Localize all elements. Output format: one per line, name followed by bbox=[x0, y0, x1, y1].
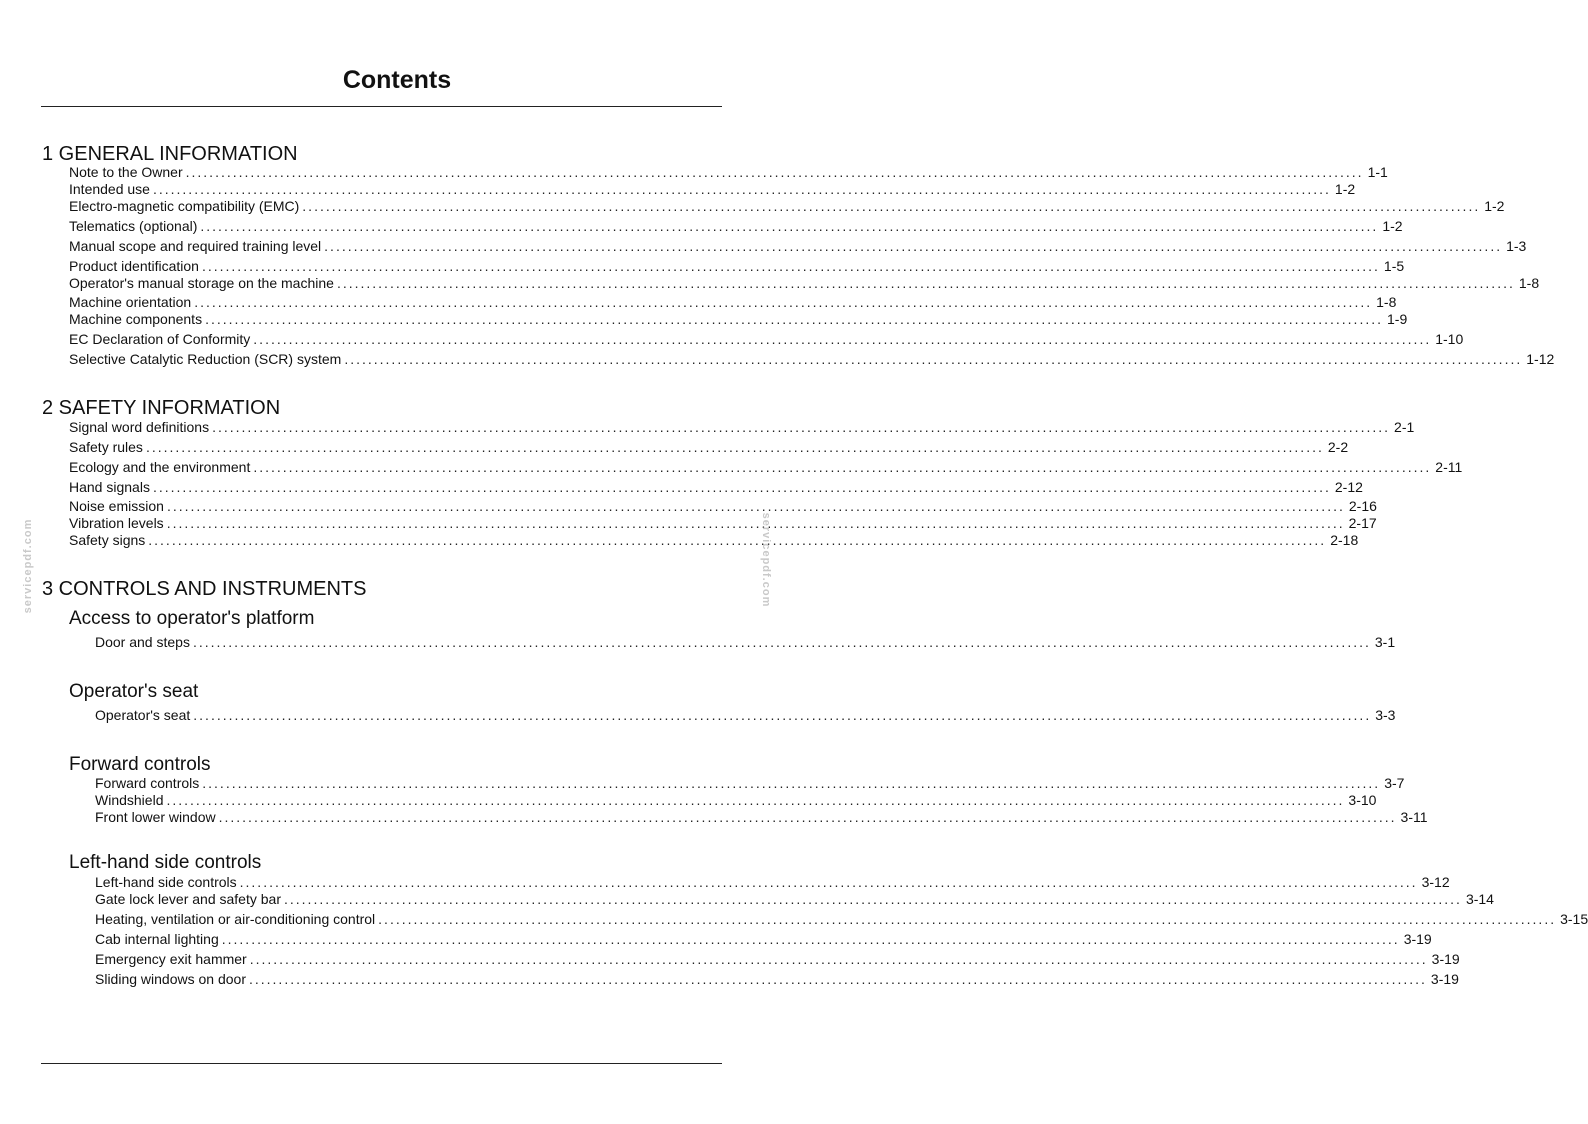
toc-entry[interactable] bbox=[69, 439, 1349, 456]
watermark-right: servicepdf.com bbox=[760, 512, 772, 608]
dot-leader: ........................................................................................................................................................................................................ bbox=[194, 294, 1373, 310]
toc-entry-page: 2-2 bbox=[1327, 439, 1349, 455]
toc-entry[interactable] bbox=[69, 198, 1505, 215]
dot-leader: ........................................................................................................................................................................................................ bbox=[221, 931, 1400, 947]
dot-leader: ........................................................................................................................................................................................................ bbox=[193, 707, 1372, 723]
toc-entry[interactable] bbox=[95, 931, 1432, 948]
toc-entry-page: 2-1 bbox=[1394, 419, 1415, 435]
toc-entry[interactable] bbox=[69, 275, 1540, 292]
toc-entry-label: Selective Catalytic Reduction (SCR) system bbox=[69, 351, 342, 367]
toc-entry-page: 3-14 bbox=[1465, 891, 1494, 907]
toc-entry-page: 3-19 bbox=[1430, 971, 1459, 987]
dot-leader: ........................................................................................................................................................................................................ bbox=[185, 164, 1364, 180]
toc-entry[interactable] bbox=[69, 181, 1356, 198]
toc-entry[interactable] bbox=[95, 634, 1396, 651]
toc-entry-label: Emergency exit hammer bbox=[95, 951, 247, 967]
dot-leader: ........................................................................................................................................................................................................ bbox=[166, 792, 1345, 808]
dot-leader: ........................................................................................................................................................................................................ bbox=[284, 891, 1462, 907]
toc-entry-label: Operator's manual storage on the machine bbox=[69, 275, 334, 291]
toc-entry[interactable] bbox=[69, 294, 1397, 311]
dot-leader: ........................................................................................................................................................................................................ bbox=[239, 874, 1418, 890]
dot-leader: ........................................................................................................................................................................................................ bbox=[152, 479, 1331, 495]
toc-entry[interactable] bbox=[69, 331, 1464, 348]
dot-leader: ........................................................................................................................................................................................................ bbox=[218, 809, 1397, 825]
section-heading: 1 GENERAL INFORMATION bbox=[42, 143, 298, 165]
dot-leader: ........................................................................................................................................................................................................ bbox=[344, 351, 1523, 367]
toc-entry[interactable] bbox=[95, 891, 1494, 908]
dot-leader: ........................................................................................................................................................................................................ bbox=[145, 439, 1324, 455]
toc-entry-label: Gate lock lever and safety bar bbox=[95, 891, 281, 907]
toc-entry[interactable] bbox=[95, 951, 1460, 968]
toc-entry-page: 3-12 bbox=[1421, 874, 1450, 890]
toc-entry-page: 3-15 bbox=[1560, 911, 1588, 927]
dot-leader: ........................................................................................................................................................................................................ bbox=[192, 634, 1371, 650]
toc-entry-page: 1-8 bbox=[1376, 294, 1397, 310]
dot-leader: ........................................................................................................................................................................................................ bbox=[253, 459, 1432, 475]
toc-entry-label: Telematics (optional) bbox=[69, 218, 198, 234]
toc-entry-page: 1-2 bbox=[1382, 218, 1403, 234]
toc-entry[interactable] bbox=[69, 532, 1359, 549]
footer-rule bbox=[41, 1063, 722, 1064]
toc-entry-label: Note to the Owner bbox=[69, 164, 183, 180]
toc-entry-label: Sliding windows on door bbox=[95, 971, 246, 987]
toc-entry-page: 1-10 bbox=[1435, 331, 1464, 347]
toc-entry-page: 3-19 bbox=[1403, 931, 1432, 947]
toc-entry-label: Door and steps bbox=[95, 634, 190, 650]
toc-entry-page: 1-8 bbox=[1518, 275, 1540, 291]
toc-entry[interactable] bbox=[69, 515, 1377, 532]
toc-entry-label: Front lower window bbox=[95, 809, 216, 825]
toc-entry-page: 1-9 bbox=[1387, 311, 1408, 327]
toc-entry[interactable] bbox=[69, 459, 1463, 476]
toc-entry-label: Vibration levels bbox=[69, 515, 164, 531]
dot-leader: ........................................................................................................................................................................................................ bbox=[302, 198, 1481, 214]
watermark-left: servicepdf.com bbox=[22, 518, 34, 614]
dot-leader: ........................................................................................................................................................................................................ bbox=[205, 311, 1384, 327]
toc-entry[interactable] bbox=[69, 419, 1415, 436]
toc-entry[interactable] bbox=[69, 164, 1388, 181]
toc-entry-label: Operator's seat bbox=[95, 707, 191, 723]
toc-entry-label: Product identification bbox=[69, 258, 199, 274]
toc-entry-page: 3-1 bbox=[1374, 634, 1396, 650]
toc-entry-label: Ecology and the environment bbox=[69, 459, 251, 475]
toc-entry[interactable] bbox=[95, 911, 1588, 928]
toc-entry-page: 3-11 bbox=[1400, 809, 1428, 825]
dot-leader: ........................................................................................................................................................................................................ bbox=[152, 181, 1331, 197]
dot-leader: ........................................................................................................................................................................................................ bbox=[248, 971, 1427, 987]
toc-entry-label: Hand signals bbox=[69, 479, 150, 495]
toc-entry-page: 1-3 bbox=[1506, 238, 1527, 254]
dot-leader: ........................................................................................................................................................................................................ bbox=[249, 951, 1428, 967]
toc-entry-page: 1-12 bbox=[1526, 351, 1555, 367]
toc-entry-label: Left-hand side controls bbox=[95, 874, 237, 890]
toc-entry-page: 2-12 bbox=[1334, 479, 1363, 495]
toc-entry-label: Intended use bbox=[69, 181, 150, 197]
toc-entry[interactable] bbox=[69, 218, 1403, 235]
subsection-heading: Operator's seat bbox=[69, 681, 199, 702]
toc-entry-label: Noise emission bbox=[69, 498, 164, 514]
toc-entry-label: Machine components bbox=[69, 311, 203, 327]
toc-entry-label: Heating, ventilation or air-conditioning control bbox=[95, 911, 376, 927]
toc-entry-label: Windshield bbox=[95, 792, 164, 808]
subsection-heading: Left-hand side controls bbox=[69, 852, 262, 873]
toc-entry-page: 2-16 bbox=[1348, 498, 1377, 514]
dot-leader: ........................................................................................................................................................................................................ bbox=[324, 238, 1503, 254]
toc-entry-label: Machine orientation bbox=[69, 294, 192, 310]
page-title: Contents bbox=[342, 66, 452, 94]
toc-entry-page: 2-17 bbox=[1348, 515, 1377, 531]
toc-entry-label: Electro-magnetic compatibility (EMC) bbox=[69, 198, 300, 214]
toc-entry[interactable] bbox=[69, 498, 1377, 515]
toc-entry-label: Safety signs bbox=[69, 532, 146, 548]
toc-entry[interactable] bbox=[69, 311, 1408, 328]
toc-entry-label: Signal word definitions bbox=[69, 419, 210, 435]
toc-entry[interactable] bbox=[69, 479, 1363, 496]
subsection-heading: Access to operator's platform bbox=[69, 608, 315, 629]
section-heading: 2 SAFETY INFORMATION bbox=[42, 397, 281, 419]
toc-entry-page: 1-2 bbox=[1334, 181, 1356, 197]
section-heading: 3 CONTROLS AND INSTRUMENTS bbox=[42, 578, 367, 600]
toc-entry-label: Forward controls bbox=[95, 775, 200, 791]
toc-entry[interactable] bbox=[95, 775, 1405, 792]
subsection-heading: Forward controls bbox=[69, 754, 211, 775]
header-rule bbox=[41, 106, 722, 107]
dot-leader: ........................................................................................................................................................................................................ bbox=[336, 275, 1515, 291]
toc-entry-page: 3-19 bbox=[1431, 951, 1460, 967]
toc-entry[interactable] bbox=[69, 258, 1405, 275]
dot-leader: ........................................................................................................................................................................................................ bbox=[378, 911, 1557, 927]
toc-entry-page: 3-10 bbox=[1348, 792, 1377, 808]
toc-entry-page: 1-2 bbox=[1484, 198, 1505, 214]
dot-leader: ........................................................................................................................................................................................................ bbox=[253, 331, 1432, 347]
toc-entry-page: 1-1 bbox=[1367, 164, 1388, 180]
toc-entry-label: EC Declaration of Conformity bbox=[69, 331, 251, 347]
toc-entry-page: 2-11 bbox=[1435, 459, 1463, 475]
dot-leader: ........................................................................................................................................................................................................ bbox=[212, 419, 1391, 435]
dot-leader: ........................................................................................................................................................................................................ bbox=[200, 218, 1379, 234]
toc-entry-page: 3-7 bbox=[1384, 775, 1405, 791]
dot-leader: ........................................................................................................................................................................................................ bbox=[148, 532, 1327, 548]
toc-entry-label: Manual scope and required training level bbox=[69, 238, 322, 254]
dot-leader: ........................................................................................................................................................................................................ bbox=[202, 775, 1381, 791]
toc-entry-page: 2-18 bbox=[1330, 532, 1359, 548]
toc-entry[interactable] bbox=[95, 874, 1450, 891]
toc-entry[interactable] bbox=[69, 351, 1555, 368]
toc-entry-label: Cab internal lighting bbox=[95, 931, 219, 947]
toc-entry[interactable] bbox=[95, 971, 1459, 988]
toc-entry-page: 3-3 bbox=[1375, 707, 1396, 723]
dot-leader: ........................................................................................................................................................................................................ bbox=[166, 498, 1345, 514]
toc-entry-page: 1-5 bbox=[1383, 258, 1405, 274]
dot-leader: ........................................................................................................................................................................................................ bbox=[201, 258, 1380, 274]
toc-entry-label: Safety rules bbox=[69, 439, 143, 455]
toc-entry[interactable] bbox=[95, 809, 1428, 826]
toc-entry[interactable] bbox=[95, 792, 1377, 809]
dot-leader: ........................................................................................................................................................................................................ bbox=[166, 515, 1345, 531]
toc-entry[interactable] bbox=[95, 707, 1396, 724]
toc-entry[interactable] bbox=[69, 238, 1527, 255]
